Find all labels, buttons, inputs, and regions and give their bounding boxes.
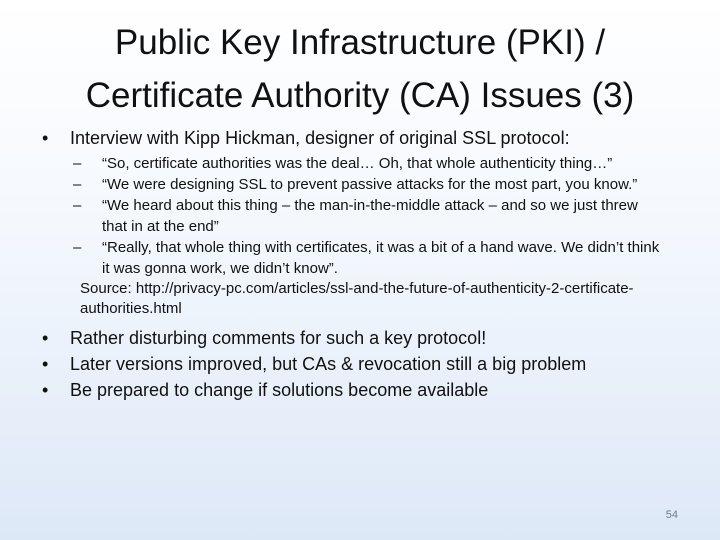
slide-title-line-1: Public Key Infrastructure (PKI) / [114,23,606,62]
quote-certificates-hand-wave: – “Really, that whole thing with certificates, it was a bit of a hand wave. We didn’t think it was gonna work, we didn’t know”. [30,237,662,279]
page-number: 54 [665,509,678,521]
bullet-disturbing-comments: • Rather disturbing comments for such a key protocol! [30,327,690,350]
slide-title [24,16,696,122]
bullet-interview-kipp-hickman: • Interview with Kipp Hickman, designer of original SSL protocol: [30,127,690,150]
bullet-later-versions: • Later versions improved, but CAs & revocation still a big problem [30,353,690,376]
quote-passive-attacks: – “We were designing SSL to prevent passive attacks for the most part, you know.” [30,174,662,195]
slide-content [30,127,690,405]
quote-man-in-the-middle: – “We heard about this thing – the man-in-the-middle attack – and so we just threw that in at the end” [30,195,662,237]
quote-list [30,153,690,319]
quote-authenticity: – “So, certificate authorities was the deal… Oh, that whole authenticity thing…” [30,153,662,174]
source-citation: Source: http://privacy-pc.com/articles/ssl-and-the-future-of-authenticity-2-certificate-authorities.html [80,280,634,317]
bullet-prepared-to-change: • Be prepared to change if solutions become available [30,379,690,402]
slide-title-line-2: Certificate Authority (CA) Issues (3) [85,76,635,115]
